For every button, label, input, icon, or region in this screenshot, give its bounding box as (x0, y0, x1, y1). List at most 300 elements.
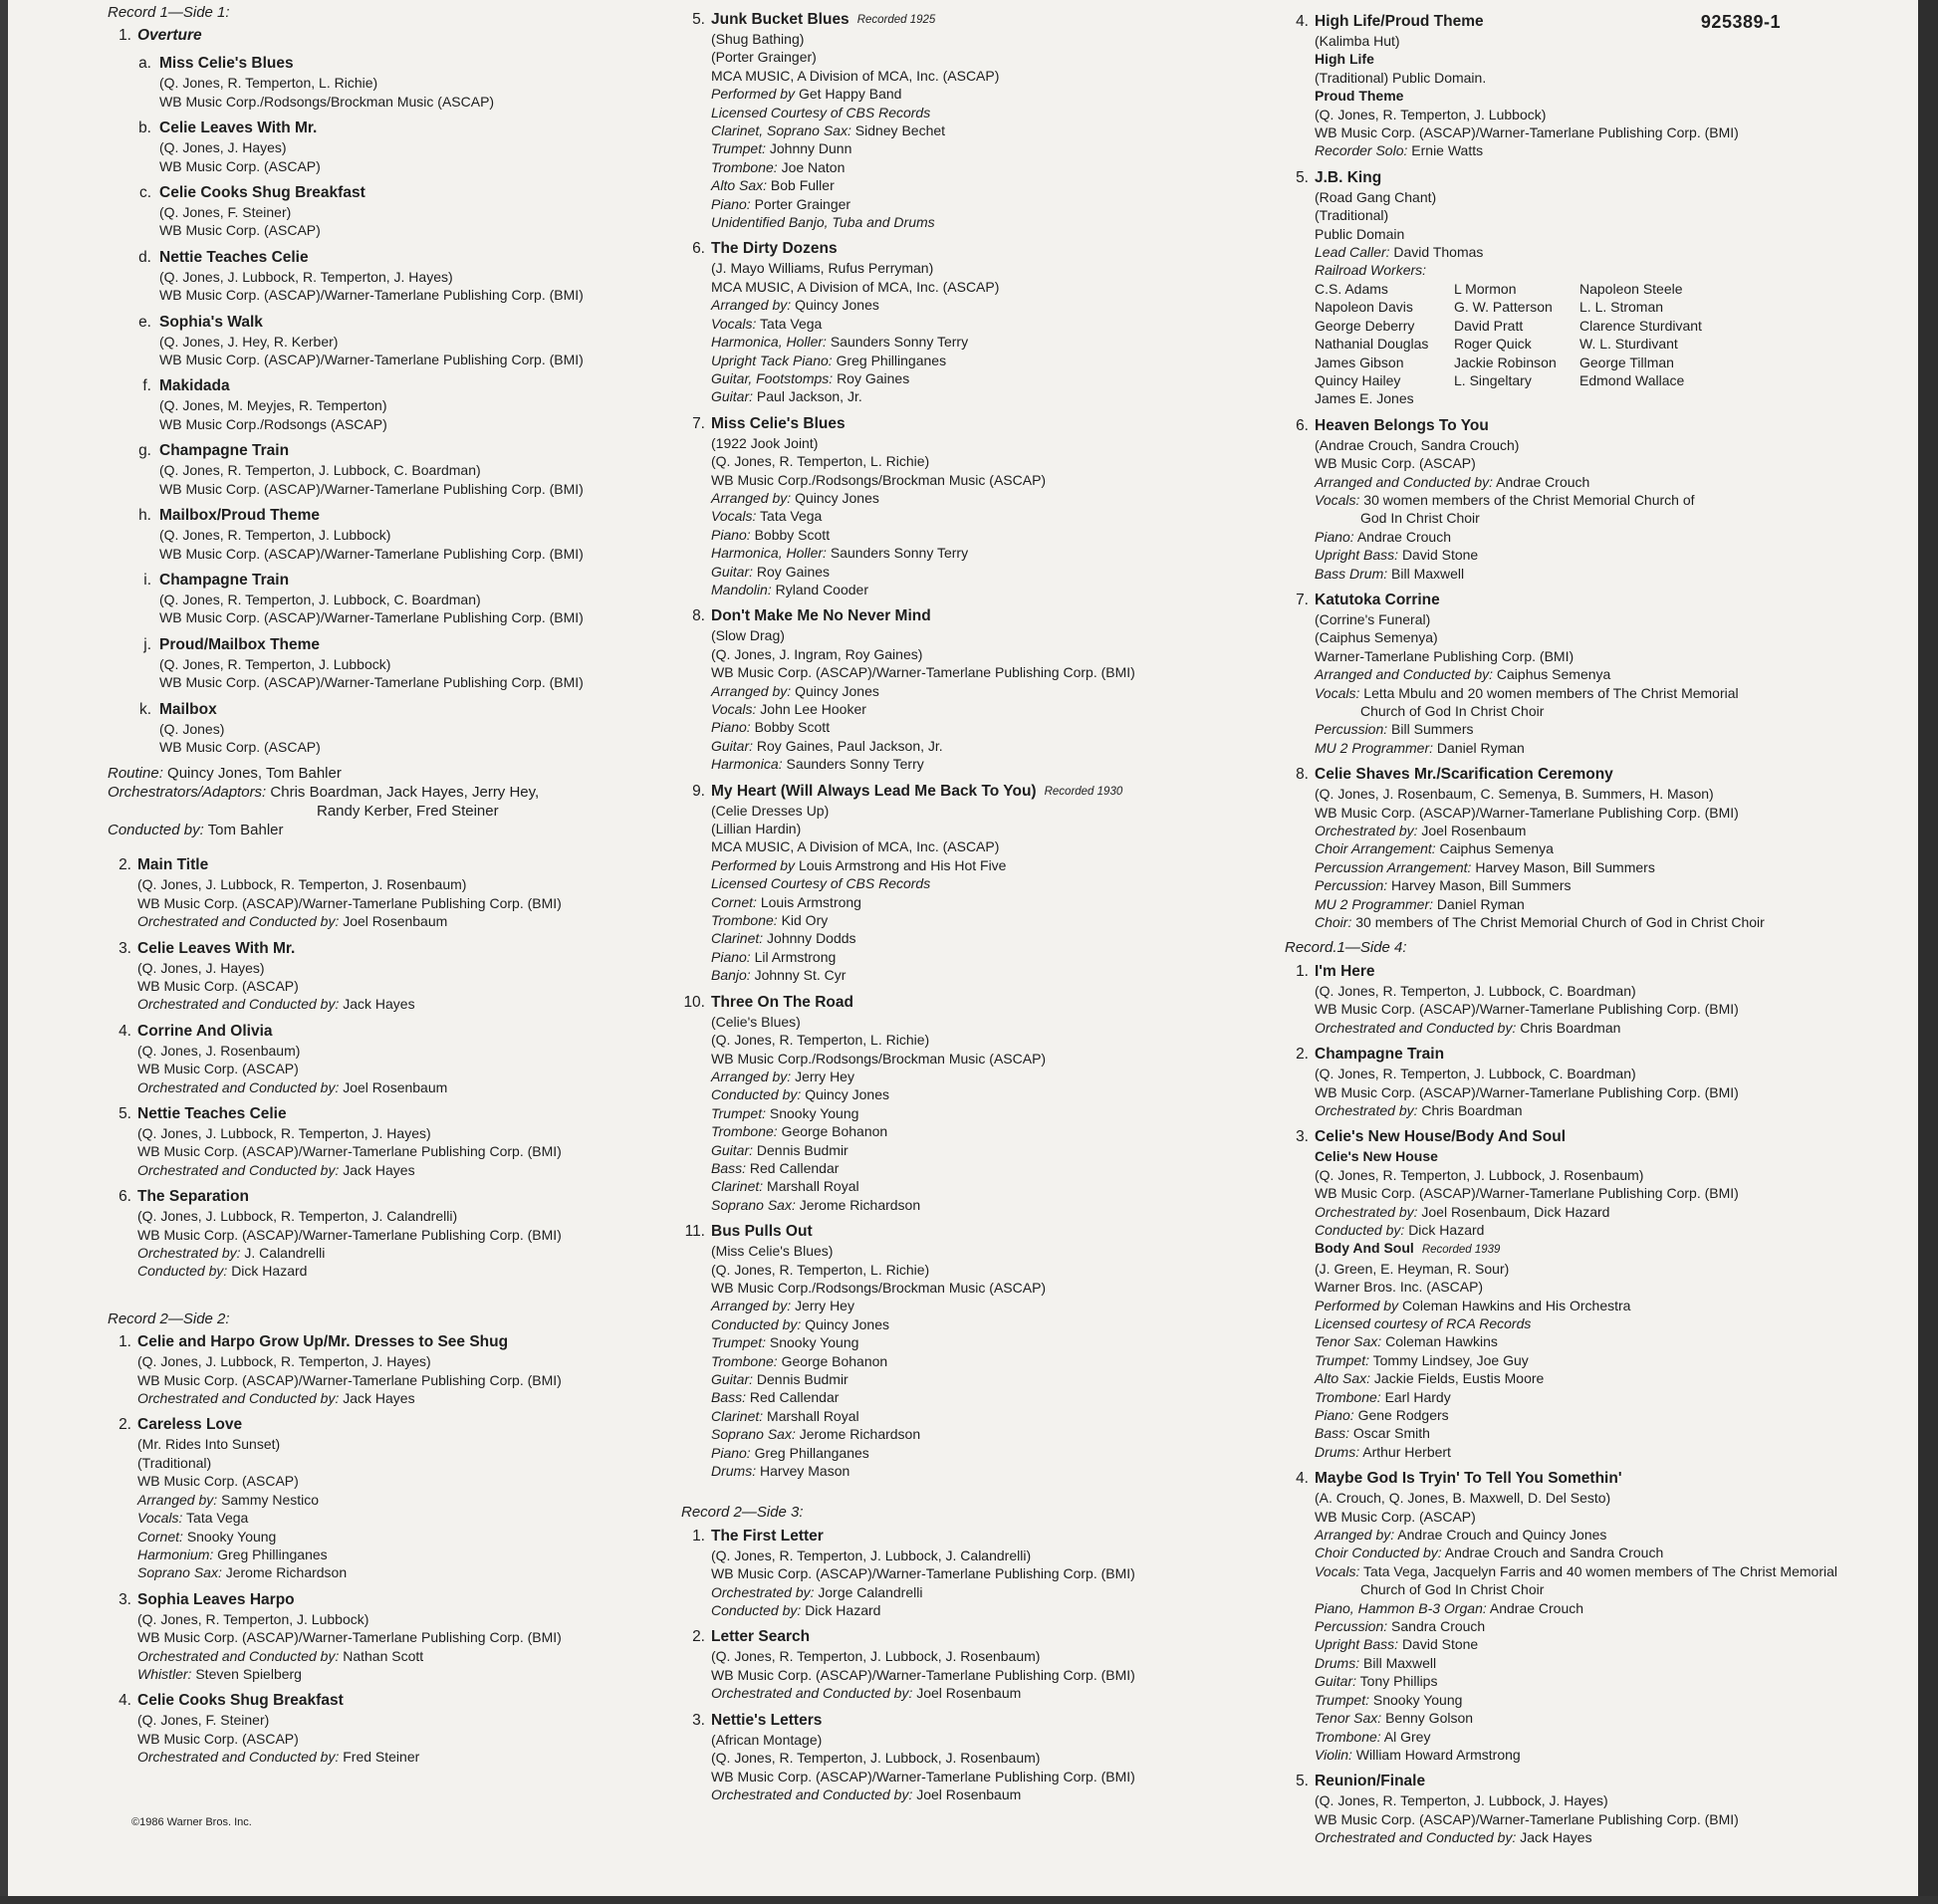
credit-value: Church of God In Christ Choir (1360, 703, 1545, 719)
copyright: ©1986 Warner Bros. Inc. (131, 1816, 252, 1828)
credit-role: Recorder Solo: (1315, 142, 1408, 159)
subtitle: Celie's New House (1315, 1148, 1438, 1165)
credit-value: George Bohanon (781, 1352, 888, 1369)
credit-line (1285, 1489, 1892, 1507)
credit-role: Piano: (711, 948, 751, 965)
credit-value: MCA MUSIC, A Division of MCA, Inc. (ASCAP) (711, 67, 1000, 84)
credit-line (108, 1472, 665, 1490)
track-title: Celie's New House/Body And Soul (1315, 1128, 1567, 1146)
credit-line (108, 720, 665, 738)
track-title-row (108, 248, 665, 268)
credit-value: John Lee Hooker (760, 701, 866, 717)
credit-line (681, 1333, 1279, 1351)
credit-value: Tata Vega (760, 315, 823, 332)
credit-line (681, 755, 1279, 773)
track-title: Mailbox (159, 700, 217, 718)
credit-value: WB Music Corp. (ASCAP) (137, 1473, 299, 1490)
track-number: 6. (1296, 416, 1309, 434)
side2-tracks-cont (681, 10, 1279, 1480)
track-number: g. (138, 442, 151, 460)
credit-line (681, 1315, 1279, 1333)
worker-name: Napoleon Davis (1315, 299, 1413, 316)
credit-line (1285, 206, 1892, 224)
track-title: Celie Shaves Mr./Scarification Ceremony (1315, 766, 1613, 784)
credit-role: Guitar: (1315, 1673, 1357, 1690)
credit-role: Soprano Sax: (711, 1196, 796, 1213)
credit-value: (Q. Jones, R. Temperton, J. Lubbock, C. Boardman) (1315, 1066, 1636, 1082)
credit-value: Bob Fuller (770, 177, 835, 194)
credit-line (681, 1177, 1279, 1195)
credit-value: (Road Gang Chant) (1315, 188, 1437, 205)
track-title: Champagne Train (159, 571, 290, 589)
credit-value: Quincy Jones (805, 1315, 890, 1332)
credit-line (681, 911, 1279, 929)
credit-role: Licensed courtesy of RCA Records (1315, 1314, 1532, 1331)
bottom-edge (0, 1896, 1938, 1904)
recorded-note: Recorded 1939 (1421, 1244, 1501, 1257)
credit-line (681, 1407, 1279, 1425)
credit-line (681, 820, 1279, 837)
credit-role: Bass: (1315, 1425, 1350, 1442)
credit-value: (Q. Jones, J. Rosenbaum, C. Semenya, B. Summers, H. Mason) (1315, 786, 1714, 803)
credit-role: Vocals: (137, 1510, 183, 1527)
credit-value: Tommy Lindsey, Joe Guy (1372, 1351, 1529, 1368)
credit-line (1285, 1388, 1892, 1406)
track-title-row (1285, 12, 1892, 32)
credit-value: David Thomas (1393, 244, 1484, 261)
credit-value: (Celie Dresses Up) (711, 802, 830, 819)
track-title-row (108, 119, 665, 138)
credit-value: (1922 Jook Joint) (711, 434, 819, 451)
credit-line (1285, 858, 1892, 876)
credit-line (1285, 1065, 1892, 1082)
track-number: 4. (119, 1022, 131, 1040)
credit-value: Chris Boardman (1421, 1101, 1523, 1118)
credit-line (1285, 610, 1892, 628)
jb-king-lines (1285, 188, 1892, 280)
orchestrators-line (108, 783, 665, 802)
track (108, 441, 665, 498)
track-title-row (1285, 1469, 1892, 1489)
credit-role: Percussion: (1315, 721, 1388, 738)
track-number: b. (138, 119, 151, 137)
credit-line (1285, 1369, 1892, 1387)
credit-value: (J. Green, E. Heyman, R. Sour) (1315, 1260, 1510, 1277)
credit-line (681, 737, 1279, 755)
credit-role: Bass: (711, 1389, 747, 1406)
credit-line (108, 1161, 665, 1179)
track (108, 54, 665, 111)
credit-line (108, 894, 665, 912)
credit-role: Orchestrated and Conducted by: (1315, 1019, 1517, 1036)
credit-value: Jack Hayes (343, 996, 415, 1013)
credit-value: Jack Hayes (343, 1390, 415, 1407)
track (1285, 1469, 1892, 1764)
credit-line (1285, 1424, 1892, 1442)
track-title-row (108, 1022, 665, 1042)
credit-line (681, 1647, 1279, 1665)
credit-line (681, 1462, 1279, 1480)
credit-value: WB Music Corp. (ASCAP) (1315, 1508, 1476, 1525)
credit-role: Orchestrated by: (1315, 1203, 1418, 1220)
credit-value: Coleman Hawkins (1385, 1333, 1498, 1350)
credit-role: Harmonica, Holler: (711, 334, 827, 351)
credit-role: Orchestrated and Conducted by: (1315, 1829, 1517, 1846)
credit-line (681, 452, 1279, 470)
credit-line (681, 296, 1279, 314)
credit-value: (Q. Jones) (159, 720, 225, 737)
track-number: a. (138, 55, 151, 73)
credit-line (681, 718, 1279, 736)
credit-line (1285, 1332, 1892, 1350)
credit-value: Johnny Dodds (767, 930, 856, 947)
credit-line (681, 1196, 1279, 1214)
credit-role: Conducted by: (108, 822, 204, 839)
track (681, 782, 1279, 985)
credit-value: Joe Naton (781, 158, 846, 175)
credit-value: Saunders Sonny Terry (830, 545, 969, 562)
credit-role: Drums: (1315, 1654, 1360, 1671)
credit-line (681, 1068, 1279, 1085)
track-number: 2. (119, 856, 131, 874)
credit-role: Cornet: (137, 1528, 183, 1545)
worker-name (1454, 389, 1579, 407)
credit-line (108, 1207, 665, 1225)
credit-line (108, 286, 665, 304)
worker-name: Roger Quick (1454, 336, 1532, 353)
track-title: Mailbox/Proud Theme (159, 507, 321, 525)
track (108, 248, 665, 305)
credit-line (681, 1684, 1279, 1702)
credit-role: Clarinet: (711, 1407, 764, 1424)
credit-value: Jerry Hey (795, 1298, 854, 1314)
credit-line (1285, 702, 1892, 720)
track-title-row (1285, 765, 1892, 785)
credit-role: Whistler: (137, 1665, 192, 1682)
track-number: 8. (692, 607, 705, 625)
credit-line (1285, 1147, 1892, 1165)
track-title-row (681, 1222, 1279, 1242)
credit-line (1285, 1580, 1892, 1598)
credit-line (681, 1261, 1279, 1279)
track-title: Proud/Mailbox Theme (159, 635, 321, 653)
credit-line (1285, 106, 1892, 123)
credit-value: WB Music Corp. (ASCAP)/Warner-Tamerlane Publishing Corp. (BMI) (159, 674, 584, 691)
worker-name: James E. Jones (1315, 390, 1414, 407)
side1-tracks (108, 855, 665, 1281)
credit-value: Greg Phillinganes (217, 1546, 328, 1562)
track-overture (108, 26, 665, 46)
routine-line (108, 764, 665, 783)
credit-value: Quincy Jones, Tom Bahler (167, 765, 342, 783)
credit-value: WB Music Corp. (ASCAP)/Warner-Tamerlane Publishing Corp. (BMI) (159, 609, 584, 626)
credit-value: WB Music Corp. (ASCAP)/Warner-Tamerlane Publishing Corp. (BMI) (159, 287, 584, 304)
credit-role: Trumpet: (711, 140, 766, 157)
credit-value: Roy Gaines (756, 563, 831, 580)
track (1285, 962, 1892, 1037)
track-title: Main Title (137, 856, 209, 874)
track-number: 10. (683, 993, 705, 1011)
track-number: 5. (1296, 168, 1309, 186)
track (108, 1332, 665, 1407)
credit-line (681, 682, 1279, 700)
credit-role: Orchestrated by: (1315, 1101, 1418, 1118)
credit-role: Arranged by: (137, 1491, 218, 1508)
worker-name: L. L. Stroman (1579, 299, 1664, 316)
credit-line (681, 1388, 1279, 1406)
credit-line (108, 268, 665, 286)
credit-line (1285, 473, 1892, 491)
track (681, 1222, 1279, 1480)
credit-line (1285, 1709, 1892, 1727)
catalog-number: 925389-1 (1700, 12, 1781, 32)
credit-value: Al Grey (1383, 1728, 1431, 1745)
credit-value: (Celie's Blues) (711, 1013, 801, 1030)
credit-value: Jerome Richardson (225, 1564, 348, 1581)
routine-credits (108, 764, 665, 839)
credit-line (108, 959, 665, 977)
credit-line (1285, 1278, 1892, 1296)
subtitle: Body And Soul (1315, 1240, 1414, 1257)
credit-line (681, 1666, 1279, 1684)
credit-value: Johnny Dunn (769, 140, 852, 157)
credit-role: Railroad Workers: (1315, 262, 1427, 279)
credit-role: Vocals: (711, 315, 757, 332)
track-title-row (681, 1711, 1279, 1731)
credit-role: Cornet: (711, 893, 757, 910)
track-number: 4. (1296, 1470, 1309, 1488)
credit-value: WB Music Corp. (ASCAP)/Warner-Tamerlane Publishing Corp. (BMI) (137, 1629, 562, 1646)
credit-line (1285, 785, 1892, 803)
credit-value: (Q. Jones, M. Meyjes, R. Temperton) (159, 397, 387, 414)
track-title: Celie Cooks Shug Breakfast (159, 184, 365, 202)
credit-value: (Q. Jones, R. Temperton, J. Lubbock) (1315, 106, 1547, 122)
credit-value: Sandra Crouch (1391, 1618, 1486, 1635)
credit-value: Porter Grainger (754, 195, 851, 212)
credit-line (681, 837, 1279, 855)
worker-name: George Deberry (1315, 317, 1415, 334)
credit-value: Snooky Young (769, 1104, 859, 1121)
credit-line (108, 545, 665, 563)
credit-line (681, 1279, 1279, 1297)
credit-value: Jack Hayes (1520, 1829, 1592, 1846)
credit-value: Bill Maxwell (1363, 1654, 1437, 1671)
credit-line (108, 1389, 665, 1407)
credit-value: (Q. Jones, J. Hayes) (137, 959, 265, 976)
track (108, 1022, 665, 1096)
credit-line (681, 645, 1279, 663)
credit-line (1285, 1654, 1892, 1672)
credit-value: MCA MUSIC, A Division of MCA, Inc. (ASCAP) (711, 278, 1000, 295)
credit-line (1285, 243, 1892, 261)
credit-line (1285, 1599, 1892, 1617)
credit-value: Nathan Scott (343, 1647, 424, 1664)
credit-line (108, 1435, 665, 1453)
credit-value: Steven Spielberg (195, 1665, 302, 1682)
credit-role: Drums: (711, 1463, 757, 1480)
credit-line (681, 104, 1279, 121)
track-title: Sophia Leaves Harpo (137, 1590, 295, 1608)
credit-value: (Caiphus Semenya) (1315, 629, 1438, 646)
credit-line (108, 591, 665, 608)
credit-value: (Corrine's Funeral) (1315, 610, 1431, 627)
credit-value: Letta Mbulu and 20 women members of The Christ Memorial (1363, 684, 1739, 701)
credit-line (108, 1491, 665, 1509)
credit-value: Andrae Crouch and Sandra Crouch (1444, 1545, 1664, 1561)
track-number: i. (143, 571, 151, 589)
track-number: 5. (119, 1105, 131, 1122)
credit-value: Kid Ory (781, 912, 829, 929)
track-title-row (681, 414, 1279, 434)
credit-value: MCA MUSIC, A Division of MCA, Inc. (ASCAP) (711, 838, 1000, 855)
credit-value: Tony Phillips (1359, 1673, 1438, 1690)
credit-role: Lead Caller: (1315, 244, 1390, 261)
credit-line (1285, 69, 1892, 87)
track-title: Letter Search (711, 1628, 811, 1646)
credit-line (108, 480, 665, 498)
track-title-row (681, 993, 1279, 1013)
credit-role: Vocals: (1315, 491, 1360, 508)
credit-value: Louis Armstrong (760, 893, 861, 910)
credit-role: Orchestrated and Conducted by: (137, 1161, 340, 1178)
credit-line (681, 563, 1279, 581)
credit-line (681, 333, 1279, 351)
credit-line (681, 526, 1279, 544)
track-title-row (1285, 168, 1892, 188)
credit-value: Caiphus Semenya (1496, 666, 1611, 683)
track-number: d. (138, 248, 151, 266)
credit-value: (African Montage) (711, 1731, 823, 1748)
credit-line (681, 1425, 1279, 1443)
credit-role: Harmonica: (711, 756, 783, 773)
credit-line (108, 655, 665, 673)
credit-value: WB Music Corp./Rodsongs (ASCAP) (159, 415, 387, 432)
track (1285, 416, 1892, 583)
credit-role: Trombone: (711, 158, 778, 175)
credit-role: Vocals: (711, 508, 757, 525)
track-title: Miss Celie's Blues (711, 414, 846, 432)
track (108, 855, 665, 930)
worker-name: David Pratt (1454, 317, 1524, 334)
track-title-row (108, 441, 665, 461)
credit-value: (Mr. Rides Into Sunset) (137, 1436, 281, 1453)
track (108, 376, 665, 433)
credit-value: Dennis Budmir (756, 1371, 848, 1387)
credit-line (1285, 1351, 1892, 1369)
credit-value: Lil Armstrong (754, 948, 837, 965)
credit-value: (Q. Jones, J. Lubbock, R. Temperton, J. Hayes) (159, 268, 453, 285)
credit-value: Roy Gaines, Paul Jackson, Jr. (756, 737, 943, 754)
track (108, 183, 665, 240)
credit-value: Chris Boardman, Jack Hayes, Jerry Hey, (270, 784, 540, 802)
credit-value: Joel Rosenbaum (916, 1685, 1022, 1702)
credit-line (1285, 1672, 1892, 1690)
credit-role: Choir: (1315, 914, 1352, 931)
credit-line (681, 507, 1279, 525)
credit-line (681, 1159, 1279, 1177)
credit-line (681, 1731, 1279, 1749)
track (681, 10, 1279, 231)
credit-line (1285, 1406, 1892, 1424)
credit-line (1285, 436, 1892, 454)
credit-line (681, 802, 1279, 820)
credit-line (108, 1665, 665, 1683)
credit-role: Orchestrated and Conducted by: (711, 1785, 913, 1802)
credit-line (108, 93, 665, 111)
credit-role: Orchestrated by: (711, 1583, 815, 1600)
credit-value: (Traditional) Public Domain. (1315, 69, 1487, 86)
credit-role: Guitar: (711, 737, 754, 754)
credit-line (681, 471, 1279, 489)
credit-value: WB Music Corp. (ASCAP)/Warner-Tamerlane Publishing Corp. (BMI) (711, 664, 1135, 681)
credit-value: WB Music Corp. (ASCAP) (159, 222, 321, 239)
track-title-row (108, 571, 665, 591)
orchestrators-line-cont: Randy Kerber, Fred Steiner (317, 803, 499, 821)
track-title-row (108, 376, 665, 396)
credit-role: Percussion: (1315, 1618, 1388, 1635)
credit-line (1285, 1019, 1892, 1037)
credit-line (1285, 739, 1892, 757)
credit-line (1285, 1221, 1892, 1239)
credit-line (108, 138, 665, 156)
credit-value: Daniel Ryman (1436, 739, 1525, 756)
credit-value: Joel Rosenbaum (343, 1078, 448, 1095)
credit-value: Joel Rosenbaum (916, 1785, 1022, 1802)
worker-name: James Gibson (1315, 354, 1404, 370)
credit-line (1285, 913, 1892, 931)
track-title-row (108, 1415, 665, 1435)
credit-value: Tata Vega (186, 1510, 249, 1527)
side3-tracks (681, 1527, 1279, 1803)
credit-value: Arthur Herbert (1362, 1443, 1451, 1460)
credit-role: MU 2 Programmer: (1315, 739, 1434, 756)
credit-value: Roy Gaines (837, 369, 910, 386)
credit-line (1285, 628, 1892, 646)
credit-line (681, 434, 1279, 452)
credit-role: Orchestrated and Conducted by: (711, 1685, 913, 1702)
credit-value: Saunders Sonny Terry (786, 756, 924, 773)
credit-role: Tenor Sax: (1315, 1333, 1382, 1350)
track-number: 1. (119, 27, 131, 45)
credit-value: Ryland Cooder (775, 581, 868, 597)
credit-line (108, 875, 665, 893)
credit-line (1285, 1791, 1892, 1809)
credit-line (1285, 1728, 1892, 1746)
credit-line (1285, 141, 1892, 159)
credit-value: Paul Jackson, Jr. (756, 388, 862, 405)
track-title-row (681, 1527, 1279, 1547)
track (1285, 168, 1892, 408)
credit-role: Trombone: (711, 1352, 778, 1369)
track-number: e. (138, 313, 151, 331)
credit-line (108, 1371, 665, 1389)
credit-line (1285, 822, 1892, 839)
credit-value: Joel Rosenbaum (1421, 823, 1527, 839)
track-title-row (108, 183, 665, 203)
left-edge (0, 0, 8, 1904)
credit-value: Joel Rosenbaum, Dick Hazard (1421, 1203, 1610, 1220)
credit-line (108, 912, 665, 930)
track-title: I'm Here (1315, 962, 1375, 980)
worker-name: W. L. Sturdivant (1579, 336, 1678, 353)
credit-value: God In Christ Choir (1360, 510, 1480, 527)
track-title: Nettie Teaches Celie (137, 1105, 287, 1122)
credit-value: J. Calandrelli (244, 1245, 326, 1262)
credit-line (1285, 1508, 1892, 1526)
credit-line (1285, 647, 1892, 665)
track-title-row (108, 506, 665, 526)
credit-line (681, 1050, 1279, 1068)
